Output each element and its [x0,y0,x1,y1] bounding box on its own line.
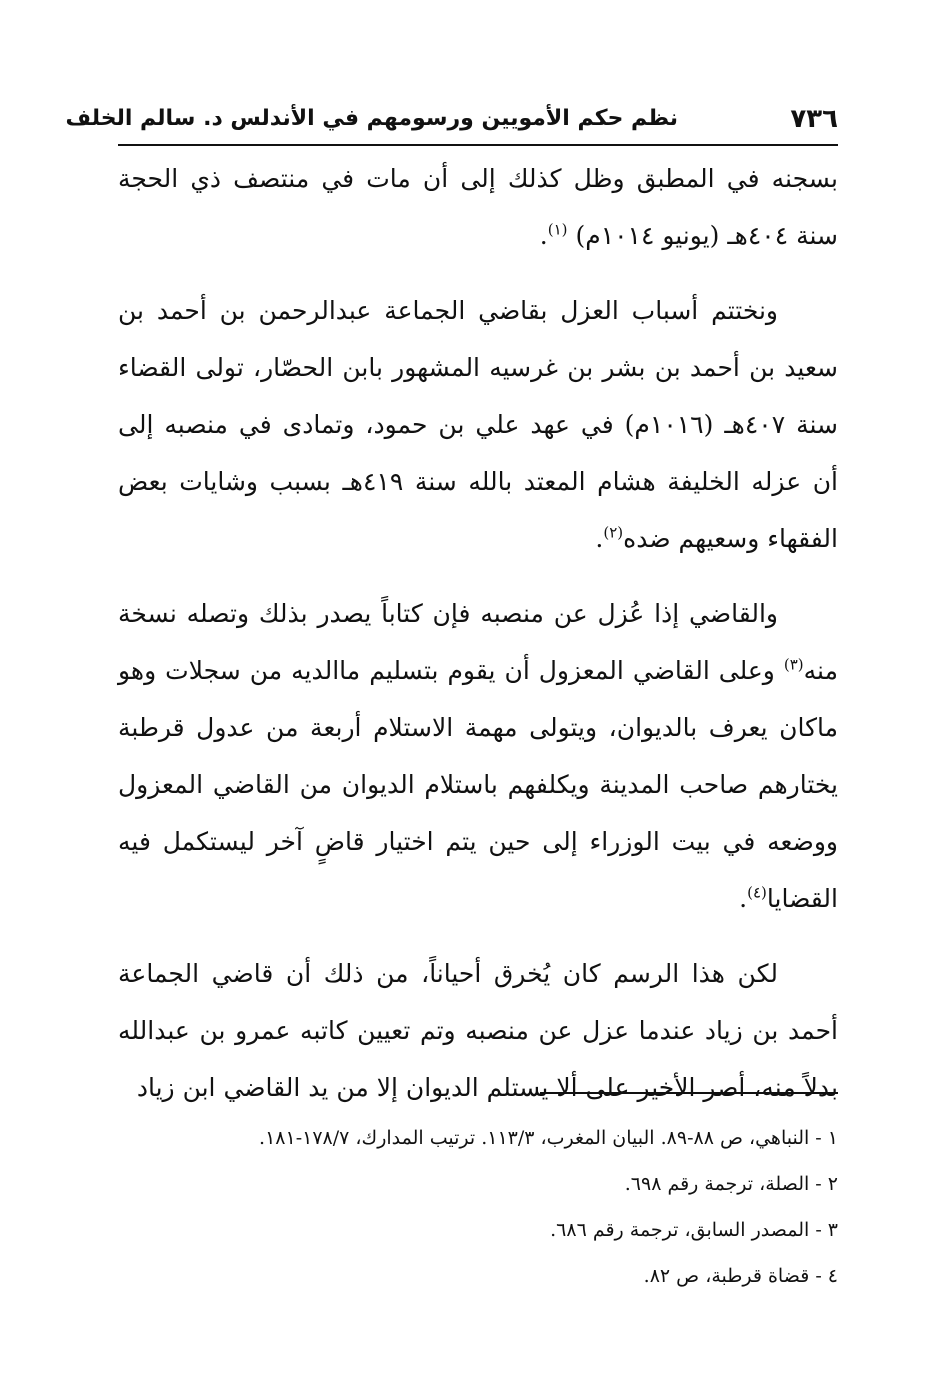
paragraph: لكن هذا الرسم كان يُخرق أحياناً، من ذلك أن قاضي الجماعة أحمد بن زياد عندما عزل عن منصبه وتم تعيين كاتبه عمرو بن عبدالله بدلاً منه، أصر الأخير على ألا يستلم الديوان إلا من يد القاضي ابن زياد [118,959,838,1102]
footnote-divider [540,1092,838,1094]
footnote: ٣ - المصدر السابق، ترجمة رقم ٦٨٦. [550,1219,838,1241]
footnote-ref: (٢) [603,523,624,542]
footnote-ref: (٤) [747,883,767,902]
footnote: ١ - النباهي، ص ٨٨-٨٩. البيان المغرب، ١١٣/٣. ترتيب المدارك، ١٧٨/٧-١٨١. [259,1127,838,1149]
page-number: ٧٣٦ [790,104,838,134]
page-header [65,100,838,146]
paragraph: ونختتم أسباب العزل بقاضي الجماعة عبدالرحمن بن أحمد بن سعيد بن أحمد بن بشر بن غرسيه المشهور بابن الحصّار، تولى القضاء سنة ٤٠٧هـ (١٠١٦م) في عهد علي بن حمود، وتمادى في منصبه إلى أن عزله الخليفة هشام المعتد بالله سنة ٤١٩هـ بسبب وشايات بعض الفقهاء وسعيهم ضده$^{(٢)}$. [118,296,839,553]
footnote: ٤ - قضاة قرطبة، ص ٨٢. [643,1265,838,1287]
footnotes [118,1115,838,1299]
footnote: ٢ - الصلة، ترجمة رقم ٦٩٨. [624,1173,838,1195]
paragraph: بسجنه في المطبق وظل كذلك إلى أن مات في منتصف ذي الحجة سنة ٤٠٤هـ (يونيو ١٠١٤م) $^{(١)}$. [118,164,838,250]
running-title: نظم حكم الأمويين ورسومهم في الأندلس د. سالم الخلف [65,106,678,131]
footnote-ref: (٣) [783,655,804,674]
paragraph: والقاضي إذا عُزل عن منصبه فإن كتاباً يصدر بذلك وتصله نسخة منه$^{(٣)}$ وعلى القاضي المعزول أن يقوم بتسليم ماالديه من سجلات وهو ماكان يعرف بالديوان، ويتولى مهمة الاستلام أربعة من عدول قرطبة يختارهم صاحب المدينة ويكلفهم باستلام الديوان من القاضي المعزول ووضعه في بيت الوزراء إلى حين يتم اختيار قاضٍ آخر ليستكمل فيه القضايا$^{(٤)}$. [118,599,838,913]
main-text [118,150,838,1134]
footnote-ref: (١) [547,220,568,239]
